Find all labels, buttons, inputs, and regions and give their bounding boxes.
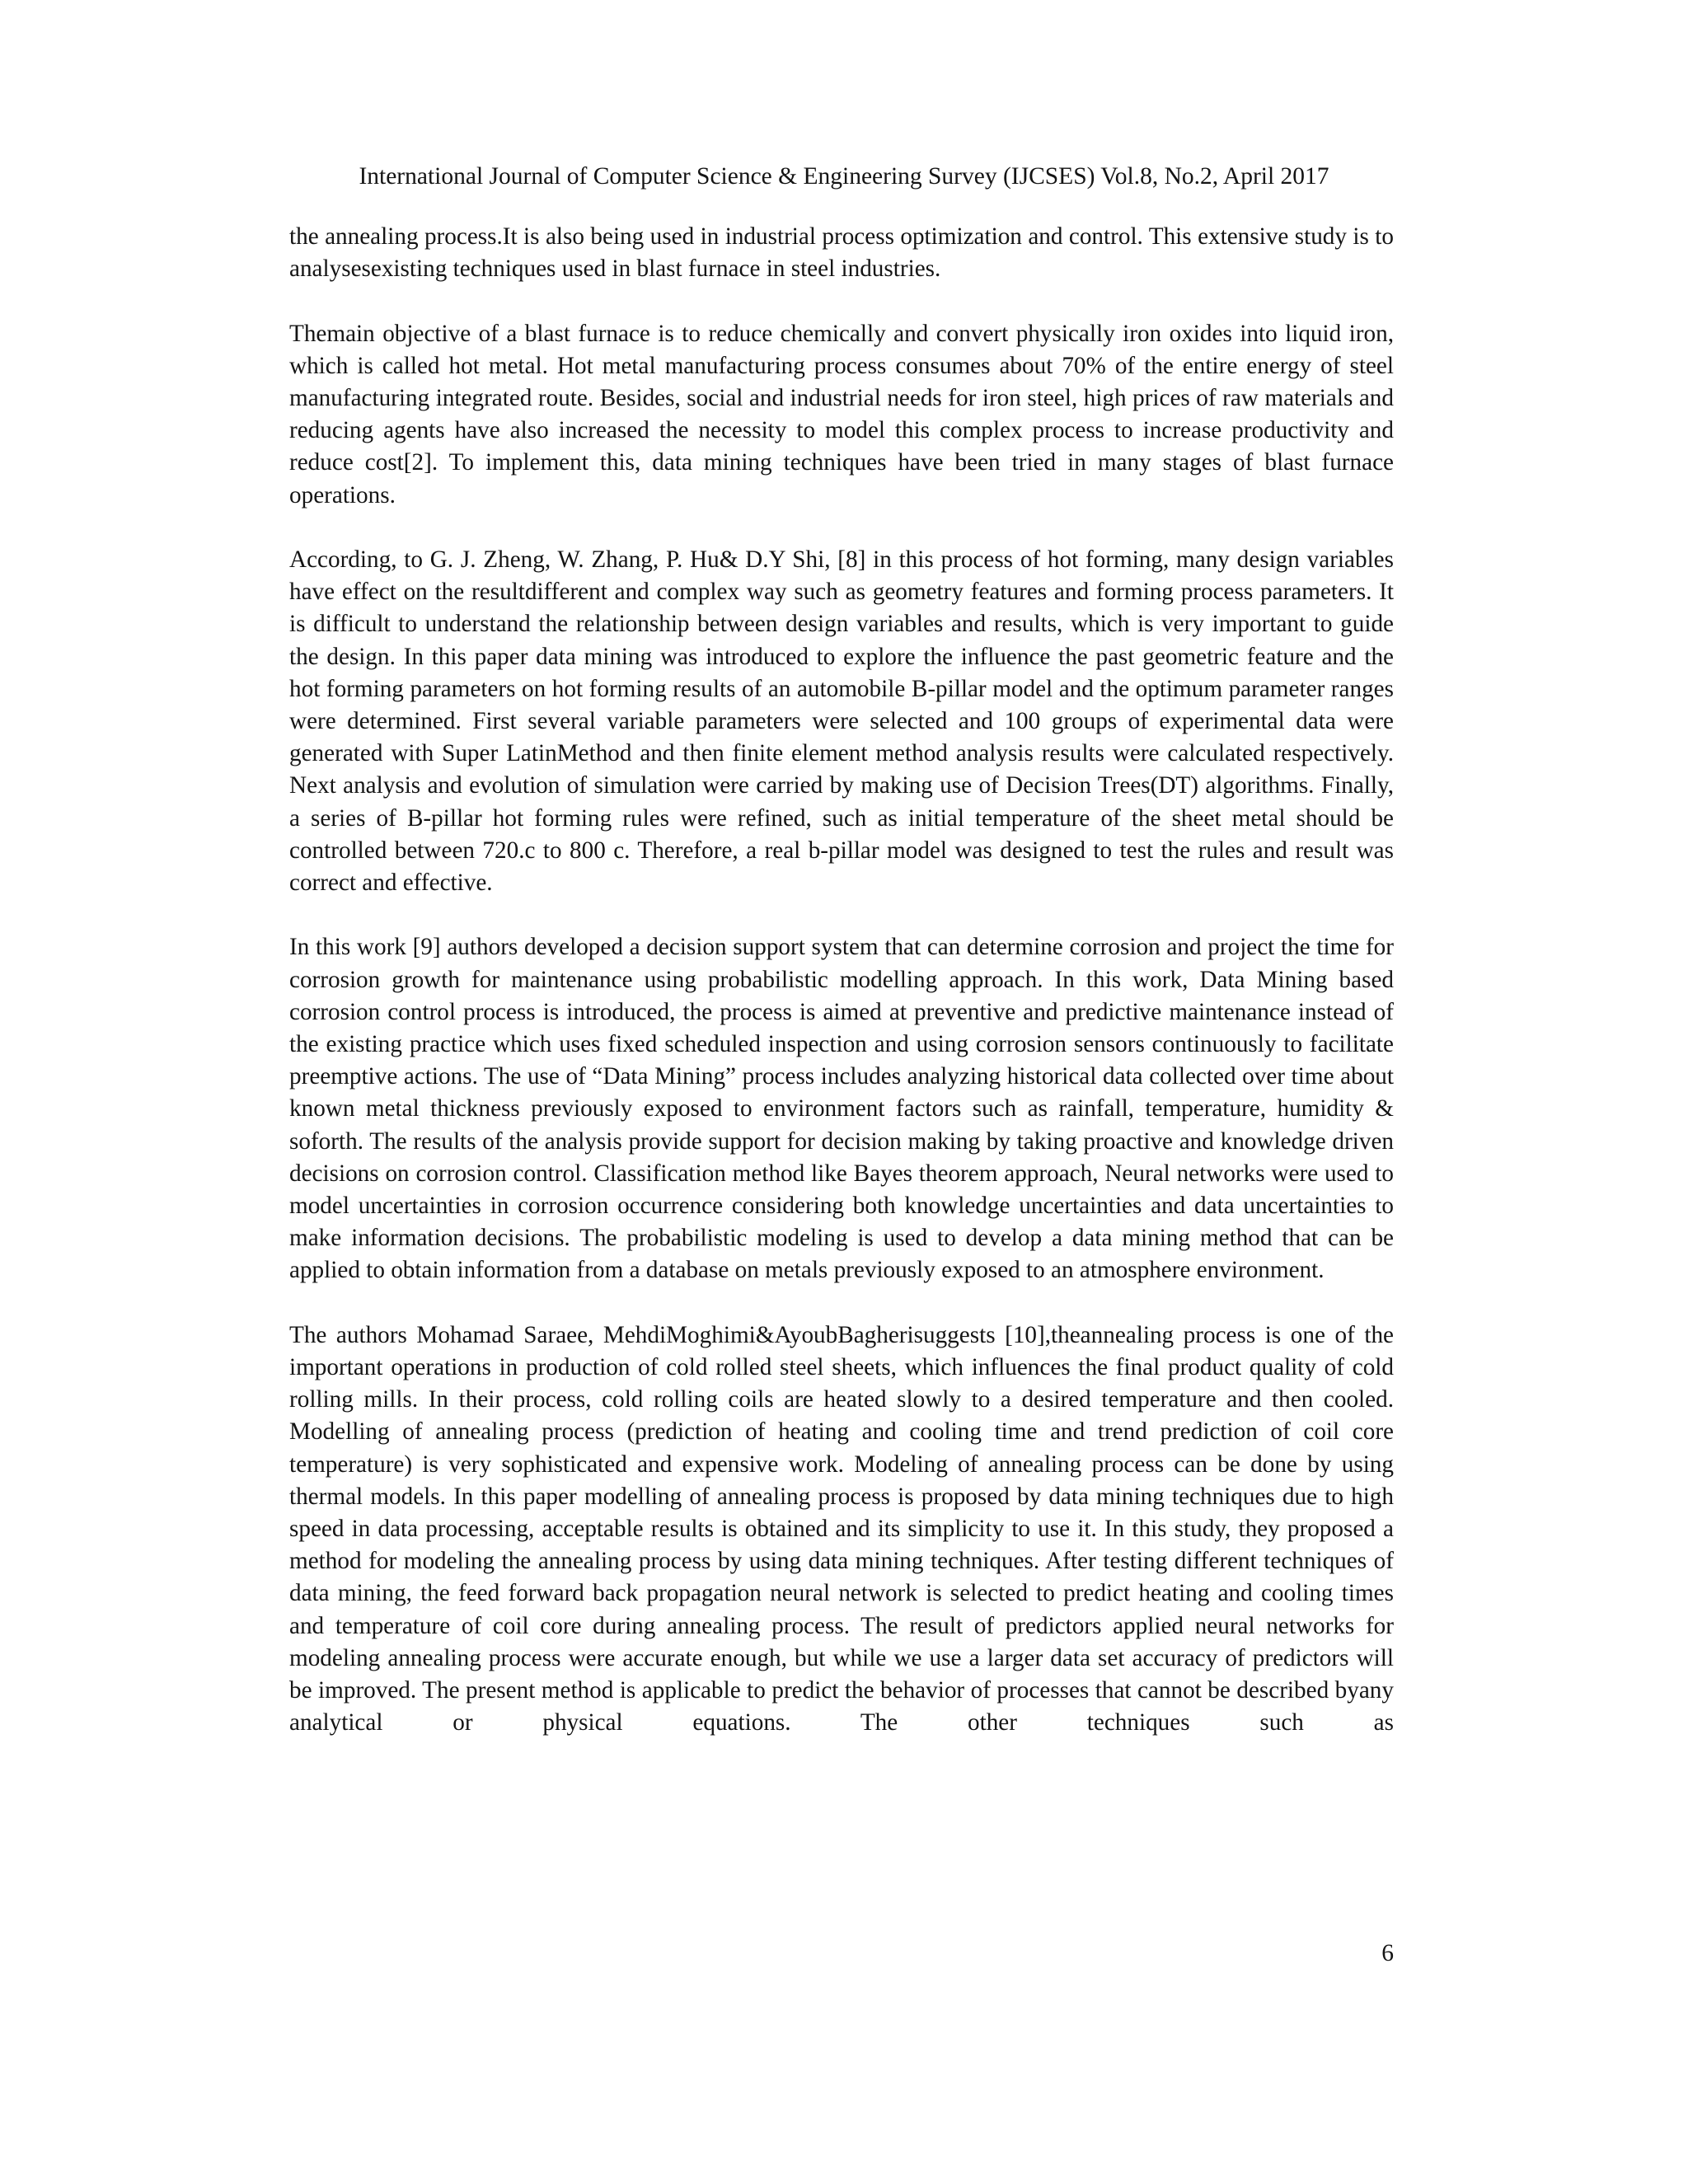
paragraph-blast-furnace-objective: Themain objective of a blast furnace is to reduce chemically and convert physically iron oxides into liquid iron, which is called hot metal. Hot metal manufacturing process consumes about 70% of the entire energy of steel manufacturing integrated route. Besides, social and industrial needs for iron steel, high prices of raw materials and reducing agents have also increased the necessity to model this complex process to increase productivity and reduce cost[2]. To implement this, data mining techniques have been tried in many stages of blast furnace operations. [289,320,1394,509]
paragraph-annealing-intro: the annealing process.It is also being used in industrial process optimization and control. This extensive study is to analysesexisting techniques used in blast furnace in steel industries. [289,223,1394,283]
page-number: 6 [1381,1940,1394,1966]
running-header: International Journal of Computer Science & Engineering Survey (IJCSES) Vol.8, No.2, April 2017 [359,163,1329,190]
body-text [289,221,1394,1739]
paragraph-hot-forming: According, to G. J. Zheng, W. Zhang, P. Hu& D.Y Shi, [8] in this process of hot forming, many design variables have effect on the resultdifferent and complex way such as geometry features and forming process parameters. It is difficult to understand the relationship between design variables and results, which is very important to guide the design. In this paper data mining was introduced to explore the influence the past geometric feature and the hot forming parameters on hot forming results of an automobile B-pillar model and the optimum parameter ranges were determined. First several variable parameters were selected and 100 groups of experimental data were generated with Super LatinMethod and then finite element method analysis results were calculated respectively. Next analysis and evolution of simulation were carried by making use of Decision Trees(DT) algorithms. Finally, a series of B-pillar hot forming rules were refined, such as initial temperature of the sheet metal should be controlled between 720.c to 800 c. Therefore, a real b-pillar model was designed to test the rules and result was correct and effective. [289,546,1394,897]
paragraph-corrosion-control: In this work [9] authors developed a decision support system that can determine corrosion and project the time for corrosion growth for maintenance using probabilistic modelling approach. In this work, Data Mining based corrosion control process is introduced, the process is aimed at preventive and predictive maintenance instead of the existing practice which uses fixed scheduled inspection and using corrosion sensors continuously to facilitate preemptive actions. The use of “Data Mining” process includes analyzing historical data collected over time about known metal thickness previously exposed to environment factors such as rainfall, temperature, humidity & soforth. The results of the analysis provide support for decision making by taking proactive and knowledge driven decisions on corrosion control. Classification method like Bayes theorem approach, Neural networks were used to model uncertainties in corrosion occurrence considering both knowledge uncertainties and data uncertainties to make information decisions. The probabilistic modeling is used to develop a data mining method that can be applied to obtain information from a database on metals previously exposed to an atmosphere environment. [289,934,1394,1284]
paragraph-annealing-modeling: The authors Mohamad Saraee, MehdiMoghimi&AyoubBagherisuggests [10],theannealing process is one of the important operations in production of cold rolled steel sheets, which influences the final product quality of cold rolling mills. In their process, cold rolling coils are heated slowly to a desired temperature and then cooled. Modelling of annealing process (prediction of heating and cooling time and trend prediction of coil core temperature) is very sophisticated and expensive work. Modeling of annealing process can be done by using thermal models. In this paper modelling of annealing process is proposed by data mining techniques due to high speed in data processing, acceptable results is obtained and its simplicity to use it. In this study, they proposed a method for modeling the annealing process by using data mining techniques. After testing different techniques of data mining, the feed forward back propagation neural network is selected to predict heating and cooling times and temperature of coil core during annealing process. The result of predictors applied neural networks for modeling annealing process were accurate enough, but while we use a larger data set accuracy of predictors will be improved. The present method is applicable to predict the behavior of processes that cannot be described byany analytical or physical equations. The other techniques such as [289,1321,1394,1736]
